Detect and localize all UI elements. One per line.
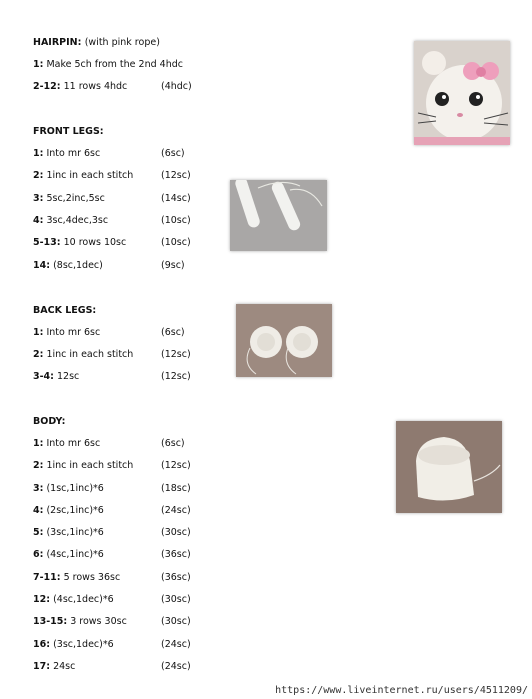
- row-stitch-count: (24sc): [161, 639, 191, 650]
- row-instruction: 24sc: [53, 661, 76, 672]
- row-stitch-count: (36sc): [161, 572, 191, 583]
- source-watermark: https://www.liveinternet.ru/users/4511209/: [275, 685, 528, 696]
- row-number: 4:: [33, 505, 44, 516]
- row-stitch-count: (4hdc): [161, 81, 192, 92]
- row-instruction: 3 rows 30sc: [70, 616, 127, 627]
- row-instruction: 1inc in each stitch: [46, 170, 134, 181]
- row-number: 2:: [33, 170, 44, 181]
- row-stitch-count: (30sc): [161, 527, 191, 538]
- row-stitch-count: (18sc): [161, 483, 191, 494]
- row-stitch-count: (6sc): [161, 327, 185, 338]
- row-stitch-count: (12sc): [161, 460, 191, 471]
- row-stitch-count: (24sc): [161, 505, 191, 516]
- back-legs-heading: BACK LEGS:: [33, 305, 97, 316]
- row-number: 2:: [33, 349, 44, 360]
- row-instruction: Into mr 6sc: [46, 327, 101, 338]
- row-number: 17:: [33, 661, 51, 672]
- hairpin-photo: [414, 41, 510, 145]
- row-number: 5:: [33, 527, 44, 538]
- row-stitch-count: (9sc): [161, 260, 185, 271]
- row-stitch-count: (14sc): [161, 193, 191, 204]
- body-row: [33, 661, 333, 675]
- row-number: 2-12:: [33, 81, 61, 92]
- row-number: 16:: [33, 639, 51, 650]
- row-number: 13-15:: [33, 616, 68, 627]
- row-stitch-count: (6sc): [161, 438, 185, 449]
- body-row: [33, 505, 333, 519]
- row-instruction: (3sc,1inc)*6: [46, 527, 104, 538]
- row-instruction: Make 5ch from the 2nd 4hdc: [46, 59, 183, 70]
- row-stitch-count: (12sc): [161, 371, 191, 382]
- row-instruction: (4sc,1inc)*6: [46, 549, 104, 560]
- row-stitch-count: (10sc): [161, 237, 191, 248]
- hairpin-subtitle: (with pink rope): [84, 37, 160, 48]
- front-legs-row: [33, 148, 333, 162]
- hairpin-row: [33, 59, 333, 73]
- row-stitch-count: (30sc): [161, 616, 191, 627]
- body-row: [33, 572, 333, 586]
- row-instruction: Into mr 6sc: [46, 148, 101, 159]
- front-legs-heading: FRONT LEGS:: [33, 126, 104, 137]
- row-number: 3:: [33, 193, 44, 204]
- row-stitch-count: (30sc): [161, 594, 191, 605]
- row-instruction: 5sc,2inc,5sc: [46, 193, 105, 204]
- row-stitch-count: (10sc): [161, 215, 191, 226]
- row-number: 12:: [33, 594, 51, 605]
- body-row: [33, 594, 333, 608]
- row-stitch-count: (36sc): [161, 549, 191, 560]
- row-instruction: 1inc in each stitch: [46, 460, 134, 471]
- row-instruction: (3sc,1dec)*6: [53, 639, 114, 650]
- row-number: 1:: [33, 59, 44, 70]
- row-instruction: (1sc,1inc)*6: [46, 483, 104, 494]
- row-instruction: (8sc,1dec): [53, 260, 103, 271]
- front-legs-photo: [230, 180, 327, 251]
- body-heading: BODY:: [33, 416, 66, 427]
- hairpin-row: [33, 81, 333, 95]
- row-number: 14:: [33, 260, 51, 271]
- row-number: 1:: [33, 327, 44, 338]
- row-stitch-count: (6sc): [161, 148, 185, 159]
- row-number: 4:: [33, 215, 44, 226]
- body-row: [33, 527, 333, 541]
- body-row: [33, 549, 333, 563]
- row-number: 5-13:: [33, 237, 61, 248]
- body-row: [33, 460, 333, 474]
- row-instruction: 11 rows 4hdc: [63, 81, 128, 92]
- row-instruction: 1inc in each stitch: [46, 349, 134, 360]
- row-stitch-count: (12sc): [161, 349, 191, 360]
- row-number: 3:: [33, 483, 44, 494]
- row-number: 1:: [33, 148, 44, 159]
- row-number: 1:: [33, 438, 44, 449]
- row-number: 3-4:: [33, 371, 54, 382]
- row-stitch-count: (12sc): [161, 170, 191, 181]
- body-row: [33, 616, 333, 630]
- row-stitch-count: (24sc): [161, 661, 191, 672]
- body-photo: [396, 421, 502, 513]
- body-row: [33, 639, 333, 653]
- row-number: 7-11:: [33, 572, 61, 583]
- row-instruction: 10 rows 10sc: [63, 237, 127, 248]
- row-instruction: 3sc,4dec,3sc: [46, 215, 109, 226]
- back-legs-photo: [236, 304, 332, 377]
- row-instruction: (2sc,1inc)*6: [46, 505, 104, 516]
- body-row: [33, 438, 333, 452]
- row-instruction: Into mr 6sc: [46, 438, 101, 449]
- hairpin-title: HAIRPIN:: [33, 37, 82, 48]
- row-instruction: 12sc: [57, 371, 80, 382]
- row-number: 2:: [33, 460, 44, 471]
- row-instruction: (4sc,1dec)*6: [53, 594, 114, 605]
- body-row: [33, 483, 333, 497]
- hairpin-heading: [33, 37, 160, 48]
- front-legs-row: [33, 260, 333, 274]
- row-instruction: 5 rows 36sc: [63, 572, 121, 583]
- row-number: 6:: [33, 549, 44, 560]
